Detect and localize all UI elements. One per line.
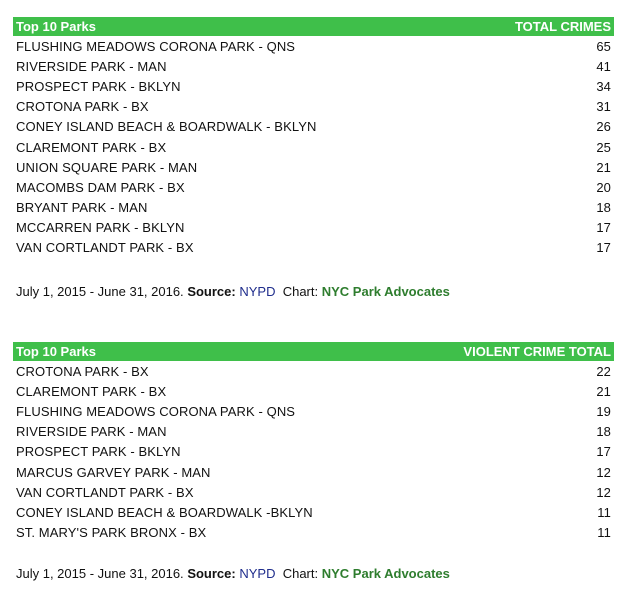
caption-source-label: Source:: [187, 566, 236, 581]
park-name: CLAREMONT PARK - BX: [16, 383, 167, 399]
crime-count: 18: [596, 200, 611, 216]
caption-source-label: Source:: [187, 284, 236, 299]
caption-chart-value[interactable]: NYC Park Advocates: [321, 566, 450, 581]
crime-count: 12: [596, 464, 611, 480]
crime-count: 20: [596, 179, 611, 195]
caption-chart-value[interactable]: NYC Park Advocates: [321, 284, 450, 299]
table-row: [13, 137, 614, 157]
header-total-crimes-label: TOTAL CRIMES: [514, 19, 611, 34]
table-row: [13, 442, 614, 462]
total-crimes-table: [13, 17, 614, 258]
table-row: [13, 76, 614, 96]
crime-count: 12: [596, 484, 611, 500]
park-name: FLUSHING MEADOWS CORONA PARK - QNS: [16, 38, 296, 54]
table-row: [13, 502, 614, 522]
table-row: [13, 218, 614, 238]
park-name: MARCUS GARVEY PARK - MAN: [16, 464, 211, 480]
crime-count: 26: [596, 119, 611, 135]
table-row: [13, 401, 614, 421]
header-parks-label: Top 10 Parks: [16, 19, 96, 34]
park-name: ST. MARY'S PARK BRONX - BX: [16, 525, 207, 541]
park-name: BRYANT PARK - MAN: [16, 200, 148, 216]
crime-count: 17: [596, 240, 611, 256]
table-row: [13, 523, 614, 543]
park-name: PROSPECT PARK - BKLYN: [16, 78, 181, 94]
park-name: RIVERSIDE PARK - MAN: [16, 58, 167, 74]
total-crimes-rows: [13, 36, 614, 258]
crime-count: 18: [596, 424, 611, 440]
table-row: [13, 482, 614, 502]
park-name: CROTONA PARK - BX: [16, 99, 149, 115]
park-name: CONEY ISLAND BEACH & BOARDWALK -BKLYN: [16, 504, 313, 520]
table-row: [13, 198, 614, 218]
caption-source-value[interactable]: NYPD: [239, 284, 276, 299]
crime-count: 65: [596, 38, 611, 54]
header-parks-label: Top 10 Parks: [16, 344, 96, 359]
crime-count: 17: [596, 220, 611, 236]
total-crimes-header: [13, 17, 614, 36]
table-row: [13, 117, 614, 137]
crime-count: 21: [596, 383, 611, 399]
crime-count: 17: [596, 444, 611, 460]
table-row: [13, 462, 614, 482]
park-name: MCCARREN PARK - BKLYN: [16, 220, 185, 236]
park-name: UNION SQUARE PARK - MAN: [16, 159, 198, 175]
caption-chart-label: Chart:: [282, 284, 319, 299]
park-name: CLAREMONT PARK - BX: [16, 139, 167, 155]
crime-count: 34: [596, 78, 611, 94]
crime-count: 41: [596, 58, 611, 74]
crime-count: 11: [597, 525, 611, 541]
table-row: [13, 381, 614, 401]
crime-count: 31: [596, 99, 611, 115]
crime-count: 21: [596, 159, 611, 175]
table-row: [13, 157, 614, 177]
park-name: VAN CORTLANDT PARK - BX: [16, 240, 194, 256]
park-name: MACOMBS DAM PARK - BX: [16, 179, 185, 195]
violent-crime-rows: [13, 361, 614, 543]
table-row: [13, 238, 614, 258]
caption-chart-label: Chart:: [282, 566, 319, 581]
crime-count: 22: [596, 363, 611, 379]
table-row: [13, 361, 614, 381]
caption-date-range: July 1, 2015 - June 31, 2016.: [16, 284, 184, 299]
header-violent-crime-label: VIOLENT CRIME TOTAL: [463, 344, 611, 359]
park-name: FLUSHING MEADOWS CORONA PARK - QNS: [16, 403, 296, 419]
table-row: [13, 422, 614, 442]
caption-date-range: July 1, 2015 - June 31, 2016.: [16, 566, 184, 581]
violent-crime-table: [13, 342, 614, 543]
park-name: VAN CORTLANDT PARK - BX: [16, 484, 194, 500]
crime-count: 19: [596, 403, 611, 419]
park-name: CONEY ISLAND BEACH & BOARDWALK - BKLYN: [16, 119, 317, 135]
violent-crime-header: [13, 342, 614, 361]
park-name: RIVERSIDE PARK - MAN: [16, 424, 167, 440]
table-row: [13, 177, 614, 197]
park-name: CROTONA PARK - BX: [16, 363, 149, 379]
crime-count: 25: [596, 139, 611, 155]
violent-crime-caption: [16, 566, 450, 581]
park-name: PROSPECT PARK - BKLYN: [16, 444, 181, 460]
total-crimes-caption: [16, 284, 450, 299]
crime-count: 11: [597, 504, 611, 520]
table-row: [13, 56, 614, 76]
caption-source-value[interactable]: NYPD: [239, 566, 276, 581]
table-row: [13, 97, 614, 117]
table-row: [13, 36, 614, 56]
